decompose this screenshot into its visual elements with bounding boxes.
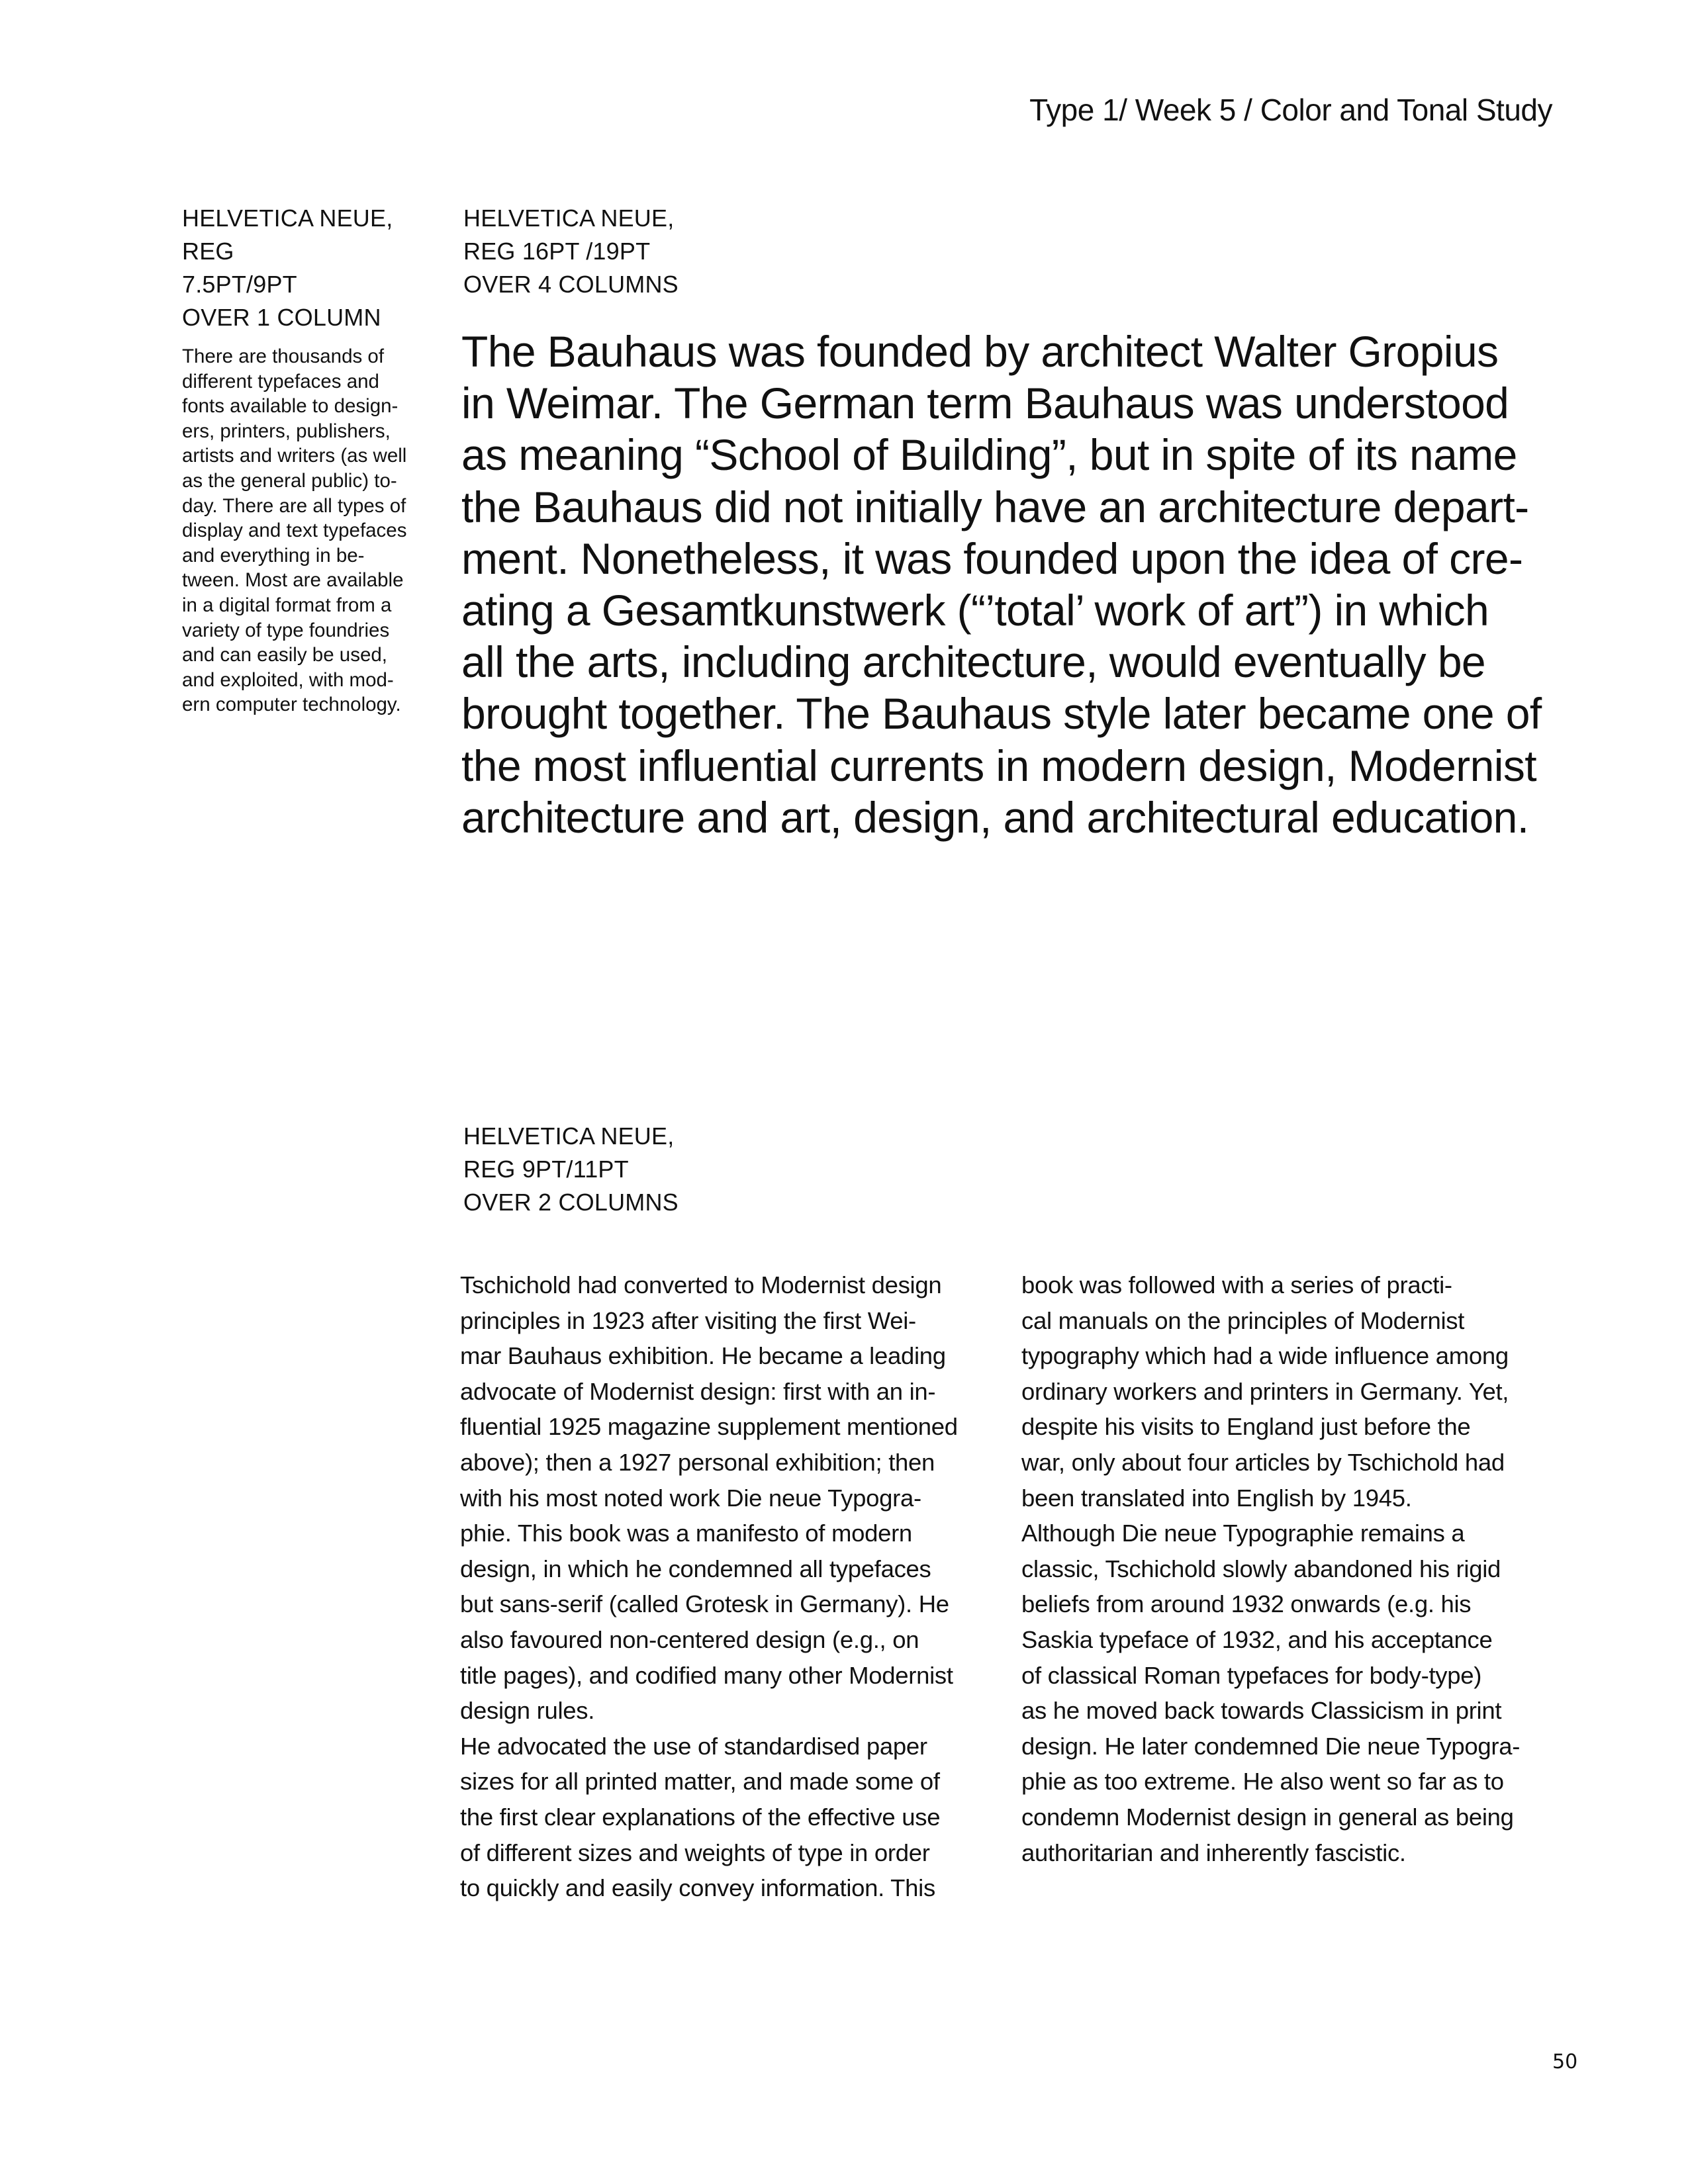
spec-line: REG 9PT/11PT: [463, 1156, 629, 1183]
text-line: He advocated the use of standardised paper: [460, 1732, 927, 1760]
text-line: ating a Gesamtkunstwerk (“’total’ work of art”) in which: [461, 586, 1489, 635]
text-line: in Weimar. The German term Bauhaus was understood: [461, 379, 1509, 428]
text-line: ordinary workers and printers in Germany. Yet,: [1021, 1377, 1509, 1405]
text-line: war, only about four articles by Tschichold had: [1021, 1448, 1505, 1476]
text-line: artists and writers (as well: [182, 445, 407, 467]
text-line: cal manuals on the principles of Modernist: [1021, 1306, 1465, 1334]
text-line: design, in which he condemned all typefaces: [460, 1555, 931, 1582]
text-line: design. He later condemned Die neue Typogra-: [1021, 1732, 1521, 1760]
text-line: as he moved back towards Classicism in print: [1021, 1697, 1502, 1725]
text-line: fluential 1925 magazine supplement mentioned: [460, 1413, 958, 1441]
text-line: Saskia typeface of 1932, and his acceptance: [1021, 1625, 1493, 1653]
spec-line: REG: [182, 238, 234, 265]
text-line: The Bauhaus was founded by architect Walter Gropius: [461, 327, 1499, 376]
text-line: brought together. The Bauhaus style later became one of: [461, 689, 1542, 739]
running-header: Type 1/ Week 5 / Color and Tonal Study: [1029, 93, 1552, 127]
text-line: also favoured non-centered design (e.g., on: [460, 1625, 919, 1653]
spec-line: HELVETICA NEUE,: [182, 205, 393, 232]
spec-line: OVER 1 COLUMN: [182, 304, 381, 331]
text-line: book was followed with a series of practi-: [1021, 1271, 1452, 1298]
spec-label-1-column: [182, 202, 393, 334]
text-line: phie. This book was a manifesto of modern: [460, 1520, 912, 1547]
page-number: 50: [1552, 2050, 1578, 2073]
text-line: the first clear explanations of the effective use: [460, 1803, 941, 1831]
text-line: sizes for all printed matter, and made some of: [460, 1768, 940, 1796]
text-line: Although Die neue Typographie remains a: [1021, 1520, 1465, 1547]
text-line: mar Bauhaus exhibition. He became a leading: [460, 1342, 946, 1370]
large-body-text: [461, 326, 1560, 843]
text-line: been translated into English by 1945.: [1021, 1484, 1412, 1512]
text-line: There are thousands of: [182, 345, 385, 367]
text-line: display and text typefaces: [182, 520, 407, 542]
text-line: above); then a 1927 personal exhibition; then: [460, 1448, 935, 1476]
text-line: condemn Modernist design in general as being: [1021, 1803, 1514, 1831]
spec-line: REG 16PT /19PT: [463, 238, 651, 265]
text-line: phie as too extreme. He also went so far as to: [1021, 1768, 1504, 1796]
text-column-1: [460, 1267, 990, 1906]
spec-line: OVER 2 COLUMNS: [463, 1189, 679, 1216]
text-column-2: [1021, 1267, 1558, 1870]
text-line: as meaning “School of Building”, but in spite of its name: [461, 430, 1517, 480]
text-line: despite his visits to England just before the: [1021, 1413, 1471, 1441]
text-line: variety of type foundries: [182, 619, 390, 641]
text-line: beliefs from around 1932 onwards (e.g. his: [1021, 1590, 1472, 1618]
text-line: day. There are all types of: [182, 494, 406, 517]
text-line: in a digital format from a: [182, 594, 392, 616]
text-line: classic, Tschichold slowly abandoned his rigid: [1021, 1555, 1501, 1582]
spec-line: HELVETICA NEUE,: [463, 205, 675, 232]
spec-line: HELVETICA NEUE,: [463, 1122, 675, 1150]
text-line: tween. Most are available: [182, 569, 404, 592]
text-line: ern computer technology.: [182, 694, 401, 716]
text-line: fonts available to design-: [182, 395, 399, 418]
text-line: Tschichold had converted to Modernist design: [460, 1271, 942, 1298]
text-line: the most influential currents in modern design, Modernist: [461, 741, 1536, 790]
text-line: authoritarian and inherently fascistic.: [1021, 1839, 1406, 1866]
text-line: and can easily be used,: [182, 644, 387, 666]
text-line: principles in 1923 after visiting the first Wei-: [460, 1306, 916, 1334]
spec-line: 7.5PT/9PT: [182, 271, 297, 298]
spec-line: OVER 4 COLUMNS: [463, 271, 679, 298]
text-line: with his most noted work Die neue Typogra-: [460, 1484, 921, 1512]
text-line: design rules.: [460, 1697, 595, 1725]
text-line: architecture and art, design, and architectural education.: [461, 792, 1529, 842]
text-line: as the general public) to-: [182, 469, 397, 492]
text-line: advocate of Modernist design: first with an in-: [460, 1377, 936, 1405]
small-body-text: [182, 344, 440, 717]
text-line: of classical Roman typefaces for body-type): [1021, 1661, 1482, 1689]
text-line: the Bauhaus did not initially have an architecture depart-: [461, 482, 1529, 531]
text-line: to quickly and easily convey information. This: [460, 1874, 935, 1902]
text-line: but sans-serif (called Grotesk in Germany). He: [460, 1590, 949, 1618]
spec-label-2-columns: [463, 1120, 679, 1219]
text-line: title pages), and codified many other Modernist: [460, 1661, 953, 1689]
text-line: different typefaces and: [182, 370, 379, 392]
text-line: ment. Nonetheless, it was founded upon the idea of cre-: [461, 533, 1523, 583]
text-line: and exploited, with mod-: [182, 668, 394, 691]
text-line: typography which had a wide influence among: [1021, 1342, 1509, 1370]
text-line: ers, printers, publishers,: [182, 420, 391, 442]
text-line: of different sizes and weights of type in order: [460, 1839, 930, 1866]
spec-label-4-columns: [463, 202, 679, 301]
text-line: and everything in be-: [182, 544, 365, 567]
text-line: all the arts, including architecture, would eventually be: [461, 637, 1486, 687]
